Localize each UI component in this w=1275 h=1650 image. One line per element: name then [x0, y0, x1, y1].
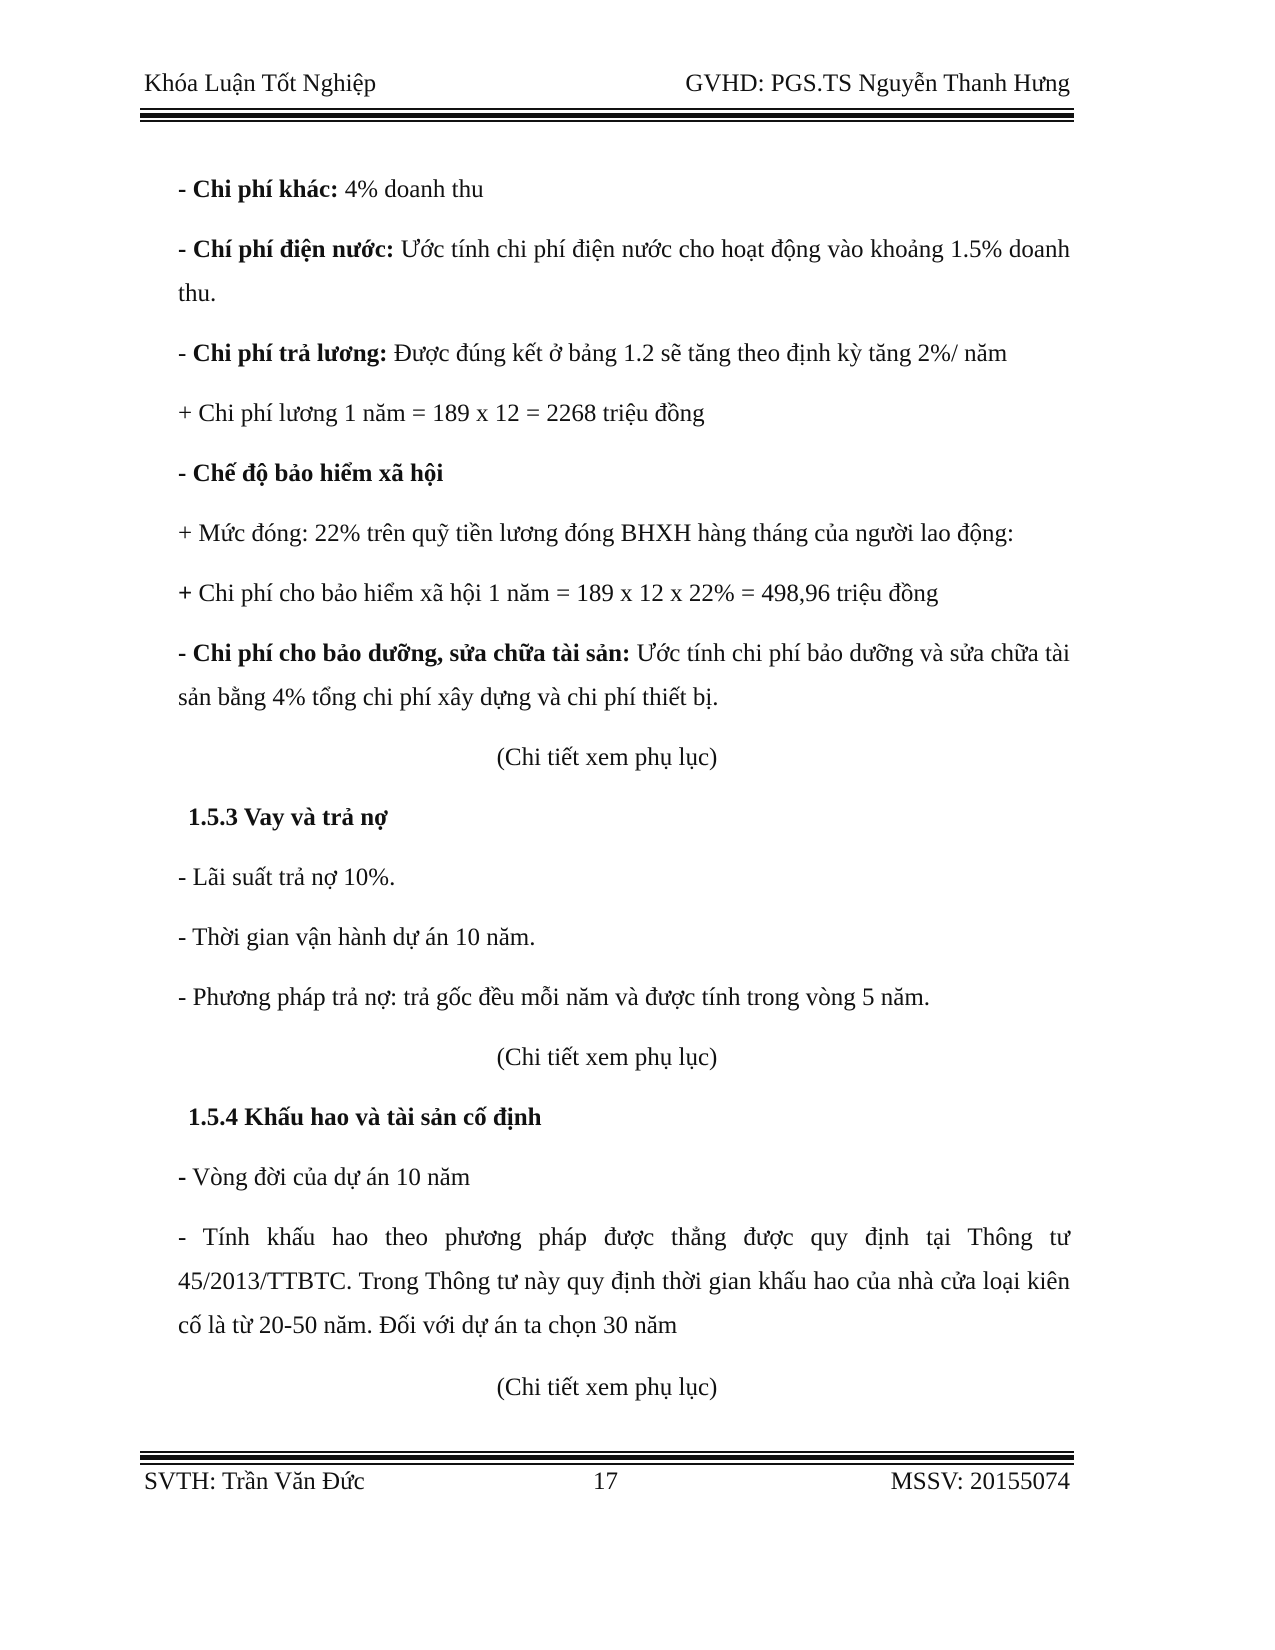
- paragraph-interest-rate: - Lãi suất trả nợ 10%.: [178, 864, 396, 891]
- bold-label: - Chí phí điện nước:: [178, 236, 395, 263]
- page-footer: [144, 1468, 1070, 1496]
- bold-label: +: [178, 580, 193, 607]
- paragraph-text: Ước tính chi phí bảo dưỡng và sửa chữa tài sản bằng 4% tổng chi phí xây dựng và chi phí thiết bị.: [178, 640, 1070, 711]
- paragraph-maintenance-costs: [144, 632, 1070, 720]
- paragraph-social-insurance-heading: - Chế độ bảo hiểm xã hội: [178, 460, 444, 487]
- page-header: [144, 70, 1070, 98]
- footer-student-name: SVTH: Trần Văn Đức: [144, 1468, 365, 1495]
- footer-rule: [140, 1451, 1074, 1465]
- dash: -: [178, 340, 193, 367]
- paragraph-text: Vòng đời của dự án 10 năm: [186, 1164, 471, 1191]
- appendix-note: (Chi tiết xem phụ lục): [496, 1374, 718, 1401]
- paragraph-text: Được đúng kết ở bảng 1.2 sẽ tăng theo định kỳ tăng 2%/ năm: [387, 340, 1008, 367]
- bold-label: Chi phí trả lương:: [192, 340, 388, 367]
- bold-label: -: [178, 1164, 187, 1191]
- header-rule: [140, 108, 1074, 122]
- appendix-note: (Chi tiết xem phụ lục): [496, 1044, 718, 1071]
- paragraph-text: 4% doanh thu: [338, 176, 484, 203]
- paragraph-contribution-rate: + Mức đóng: 22% trên quỹ tiền lương đóng BHXH hàng tháng của người lao động:: [178, 520, 1014, 547]
- paragraph-other-costs: [144, 168, 1070, 212]
- paragraph-project-life: [144, 1156, 1070, 1200]
- paragraph-text: Chi phí cho bảo hiểm xã hội 1 năm = 189 x 12 x 22% = 498,96 triệu đồng: [192, 580, 939, 607]
- bold-label: - Chi phí cho bảo dưỡng, sửa chữa tài sản:: [178, 640, 631, 667]
- page-number: 17: [593, 1468, 618, 1495]
- appendix-note: (Chi tiết xem phụ lục): [496, 744, 718, 771]
- paragraph-repayment-method: - Phương pháp trả nợ: trả gốc đều mỗi năm và được tính trong vòng 5 năm.: [178, 984, 931, 1011]
- paragraph-salary-costs: [144, 332, 1070, 376]
- paragraph-annual-salary: + Chi phí lương 1 năm = 189 x 12 = 2268 triệu đồng: [178, 400, 705, 427]
- header-thesis-title: Khóa Luận Tốt Nghiệp: [144, 70, 377, 97]
- section-heading-loans: 1.5.3 Vay và trả nợ: [188, 804, 388, 831]
- section-heading-depreciation: 1.5.4 Khấu hao và tài sản cố định: [188, 1104, 542, 1131]
- paragraph-insurance-cost: [144, 572, 1070, 616]
- paragraph-utility-costs: [144, 228, 1070, 316]
- paragraph-text: Ước tính chi phí điện nước cho hoạt động vào khoảng 1.5% doanh thu.: [178, 236, 1070, 307]
- header-advisor: GVHD: PGS.TS Nguyễn Thanh Hưng: [685, 70, 1070, 97]
- paragraph-operation-time: - Thời gian vận hành dự án 10 năm.: [178, 924, 536, 951]
- paragraph-depreciation-method: - Tính khấu hao theo phương pháp được thẳng được quy định tại Thông tư 45/2013/TTBTC. Trong Thông tư này quy định thời gian khấu hao của nhà cửa loại kiên cố là từ 20-50 năm. Đối với dự án ta chọn 30 năm: [178, 1224, 1070, 1339]
- footer-student-id: MSSV: 20155074: [890, 1468, 1070, 1495]
- bold-label: - Chi phí khác:: [178, 176, 339, 203]
